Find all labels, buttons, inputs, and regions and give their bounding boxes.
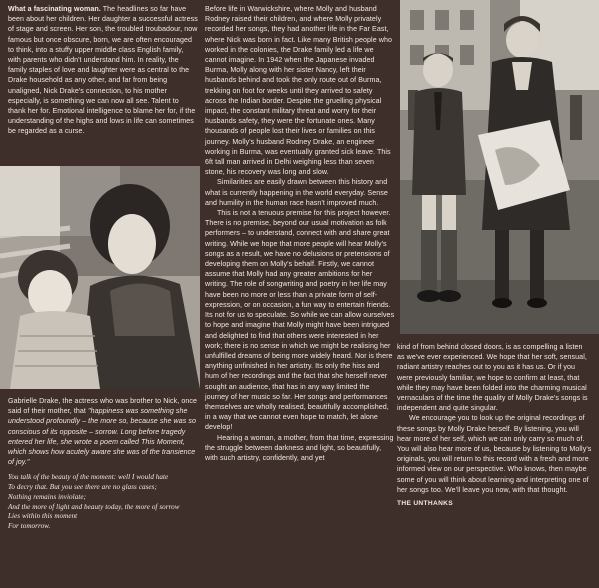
caption-quote: "happiness was something she understood profoundly – the more so, because she was so conscious of its opposite – sorrow. Long before tragedy entered her life, she wrote a poem called This Moment, which shows how acutely aware she was of the transience of joy." — [8, 407, 197, 467]
right-paragraph: We encourage you to look up the original recordings of these songs by Molly Drake herself. By listening, you will hear more of her self, which we can only carry so much of. You will also hear more of us, because by listening to Molly's originals, you will return to this record with a fresh and more informed view on our perspective. Who knows, then maybe some of you will think about learning and interpreting one of her songs too. We'll leave you now, with that thought. — [397, 414, 592, 494]
middle-paragraph: This is not a tenuous premise for this project however. There is no premise, beyond our usual motivation as folk performers – to understand, connect with and share great writing. While we hope that more people will hear Molly's songs as a result, we have no delusions or pretensions of developing them on Molly's behalf. Firstly, we cannot assume that Molly had any greater ambitions for her writing. The role of songwriting and poetry in her life may have been no more or less than a private form of self-expression, or on occasion, a fun way to entertain friends. Its not for us to speculate. So while we can allow ourselves to hope and imagine that Molly might have been intrigued and delighted to find that others were interested in her work; there is no sense in which we might be realising her unfulfilled dreams of being more widely heard. Nor is there anything unfinished in her artistry. Its only the hiss and hum of her recordings and the fact that she herself never sought an audience, that has in any way limited the journey of her music so far. Her songs and performances themselves are wholly realised, beautifully accomplished, in a way that we cannot even hope to match, let alone develop! — [205, 209, 395, 432]
right-text-column — [397, 342, 592, 509]
poem-line: To decry that. But you see there are no glass cases; — [8, 483, 157, 492]
middle-paragraph: Before life in Warwickshire, where Molly and husband Rodney raised their children, and where Molly privately recorded her songs, they had another life in the Far East, where Nick was born in fact. Like many British people who worked in the colonies, the Drake family led a life we cannot imagine. In 1942 when the Japanese invaded Burma, Molly along with her sister Nancy, left their husbands behind and took the only route out of Burma, trekking on foot for weeks until they arrived to safety across the Indian border. Despite the gruelling physical impact, the constant military threat and worry for their husbands safety, they were the fortunate ones. Many thousands of people lost their lives or families on this journey. Molly's husband Rodney Drake, an engineer working in Burma, was eventually granted sick leave. This 6ft tall man arrived in Delhi weighing less than seven stone, his recovery was long and slow. — [205, 5, 392, 177]
photo-boy-and-woman-street — [400, 0, 599, 334]
caption-intro: Gabrielle Drake, the actress who was brother to Nick, once said of their mother, that — [8, 397, 198, 416]
poem-line: You talk of the beauty of the moment: well I would hate — [8, 473, 169, 482]
middle-paragraph: Similarities are easily drawn between this history and what is currently happening in the world everyday. Sense and humility in the human race hasn't improved much. — [205, 178, 388, 207]
poem-line: And the more of light and beauty today, the more of sorrow — [8, 502, 180, 511]
photo-boy-and-woman-illustration — [400, 0, 599, 334]
signature: THE UNTHANKS — [397, 500, 453, 508]
intro-text-block — [8, 4, 198, 137]
intro-lead: What a fascinating woman. — [8, 5, 101, 13]
poem-line: Nothing remains inviolate; — [8, 492, 87, 501]
caption-paragraph — [8, 396, 198, 467]
photo-mother-and-child — [0, 166, 200, 389]
middle-text-column — [205, 4, 395, 463]
poem-line: Lies within this moment — [8, 512, 78, 521]
intro-paragraph — [8, 4, 198, 137]
middle-paragraph: Hearing a woman, a mother, from that time, expressing the struggle between darkness and light, so beautifully, with such artistry, confidently, and yet — [205, 433, 394, 462]
caption-text-block — [8, 396, 198, 532]
right-paragraph: kind of from behind closed doors, is as compelling a listen as we've ever experienced. We hope that her soft, sensual, radiant artistry reaches out to you as it has us. Or if you were previously familiar, we hope to confirm at least, that while they may have been folded into the charming musical vernaculars of the time the quality of Molly Drake's songs is independent and quite singular. — [397, 343, 588, 413]
poem-this-moment — [8, 473, 198, 531]
intro-body: The headlines so far have been about her children. Her daughter a successful actress of stage and screen. Her son, the troubled troubadour, now famous but once obscure, born, we are often encouraged to think, into a stuffy upper middle class English family, with parents who didn't understand him. In reality, the family staples of love and laughter were as central to the Drake household as any other, and far from being unaligned, Nick Drake's connection, to his mother especially, is something we can now all see. Talent to thank her for. Emotional intelligence to blame her for, if the understanding of the highs and lows in life can sometimes be regarded as a curse. — [8, 5, 198, 136]
photo-mother-and-child-illustration — [0, 166, 200, 389]
poem-line: For tomorrow. — [8, 521, 51, 530]
